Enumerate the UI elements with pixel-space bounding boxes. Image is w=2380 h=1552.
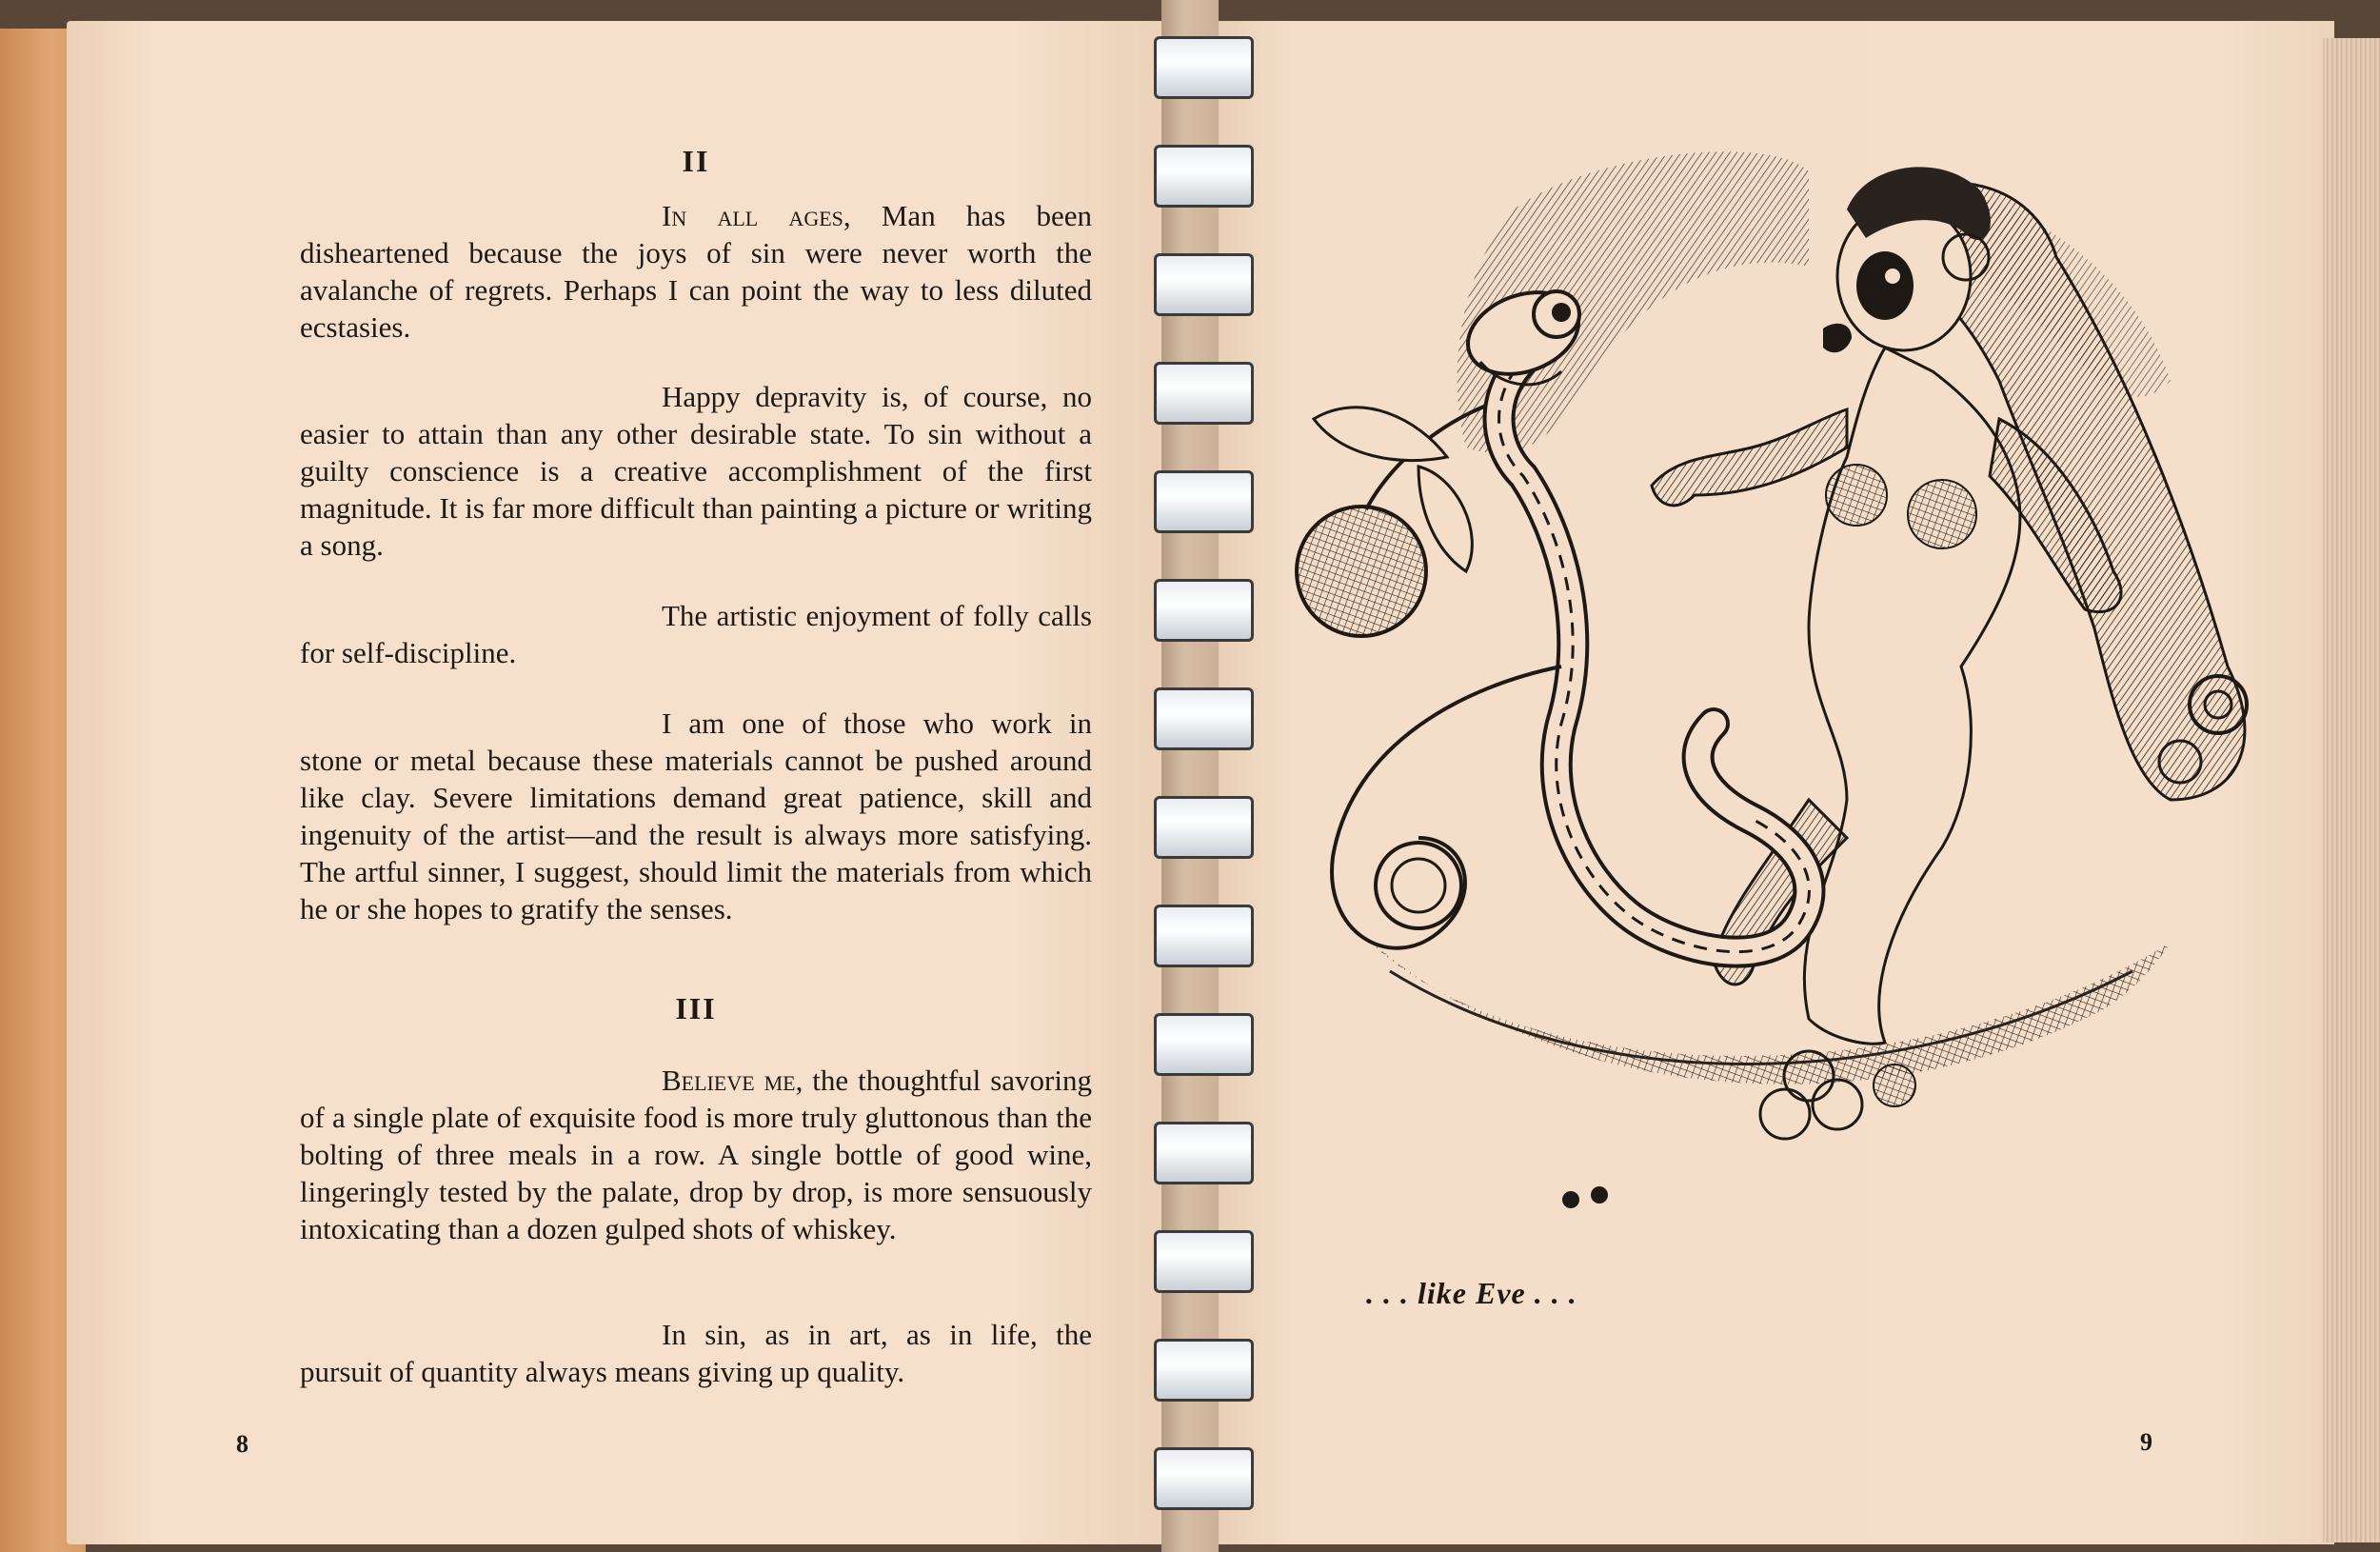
spiral-ring bbox=[1154, 1447, 1254, 1510]
spiral-ring bbox=[1154, 1339, 1254, 1402]
paragraph-1 bbox=[300, 197, 1092, 346]
spiral-ring bbox=[1154, 1122, 1254, 1184]
spiral-ring bbox=[1154, 362, 1254, 425]
spiral-ring bbox=[1154, 796, 1254, 859]
spiral-ring bbox=[1154, 470, 1254, 533]
paragraph-3: The artistic enjoyment of folly calls for self-discipline. bbox=[300, 599, 1092, 669]
spiral-ring bbox=[1154, 579, 1254, 642]
illustration-caption: . . . like Eve . . . bbox=[1366, 1276, 1577, 1310]
spiral-ring bbox=[1154, 1230, 1254, 1293]
page-number-right: 9 bbox=[2140, 1428, 2152, 1456]
paragraph-5 bbox=[300, 1062, 1092, 1247]
paragraph-1-text: Man has been disheartened because the joys of sin were never worth the avalanche of regrets. Perhaps I can point the way to less diluted ecstasies. bbox=[300, 199, 1092, 344]
spiral-ring bbox=[1154, 36, 1254, 99]
paragraph-2: Happy depravity is, of course, no easier to attain than any other desirable state. To sin without a guilty conscience is a creative accomplishment of the first magnitude. It is far more difficult than painting a picture or writing a song. bbox=[300, 380, 1092, 562]
spiral-ring bbox=[1154, 1013, 1254, 1076]
spiral-gutter bbox=[1161, 0, 1219, 1552]
section-heading-3: III bbox=[675, 991, 717, 1025]
left-page bbox=[67, 21, 1176, 1544]
paragraph-5-lead: Believe me, bbox=[662, 1064, 803, 1097]
section-heading-2: II bbox=[682, 144, 710, 178]
page-number-left: 8 bbox=[236, 1430, 248, 1458]
spiral-ring bbox=[1154, 687, 1254, 750]
spiral-ring bbox=[1154, 253, 1254, 316]
eve-and-serpent-illustration bbox=[1276, 133, 2285, 1228]
spiral-ring bbox=[1154, 905, 1254, 967]
paragraph-4: I am one of those who work in stone or metal because these materials cannot be pushed around like clay. Severe limitations demand great patience, skill and ingenuity of the artist—and the result is always more satisfying. The artful sinner, I suggest, should limit the materials from which he or she hopes to gratify the senses. bbox=[300, 706, 1092, 925]
page-edges bbox=[2323, 38, 2380, 1542]
paragraph-6: In sin, as in art, as in life, the pursuit of quantity always means giving up quality. bbox=[300, 1318, 1092, 1388]
spiral-ring bbox=[1154, 145, 1254, 208]
paragraph-5-text: the thoughtful savoring of a single plate of exquisite food is more truly gluttonous than the bolting of three meals in a row. A single bottle of good wine, lingeringly tested by the palate, drop by drop, is more sensuously intoxicating than a dozen gulped shots of whiskey. bbox=[300, 1064, 1092, 1245]
paragraph-1-lead: In all ages, bbox=[662, 199, 851, 232]
